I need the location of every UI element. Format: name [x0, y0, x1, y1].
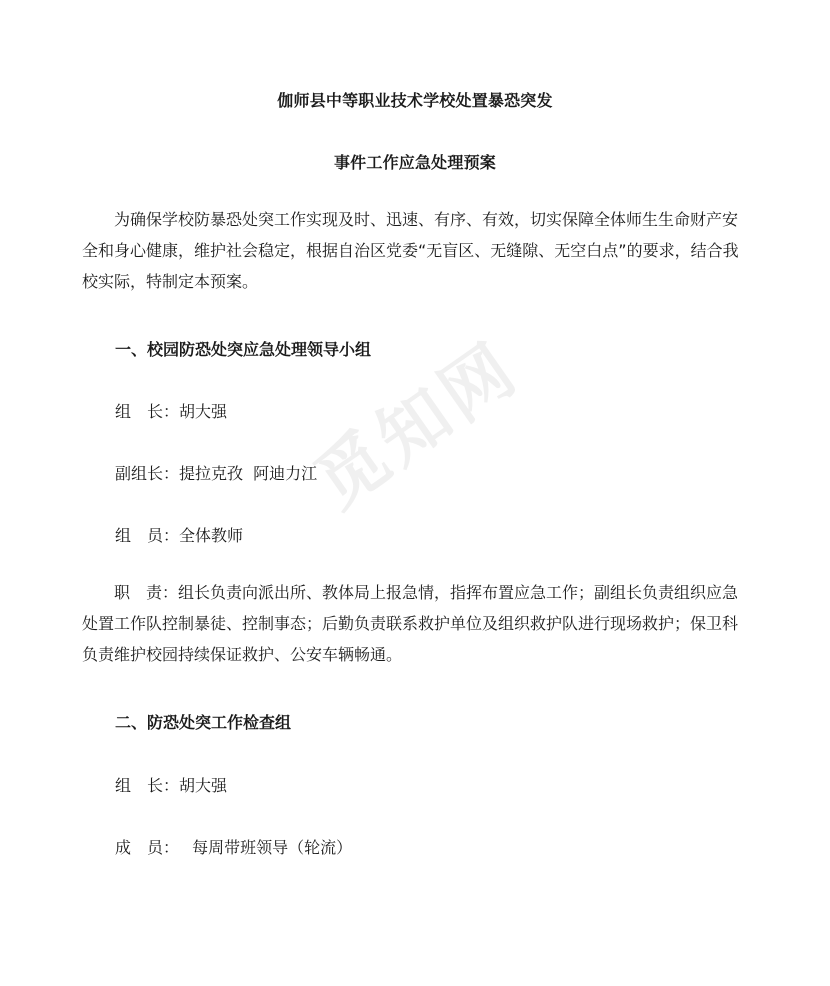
watermark: 觅知网: [300, 326, 535, 524]
section2-leader-label: 组 长：: [115, 776, 180, 795]
section1-heading: 一、校园防恐处突应急处理领导小组: [115, 340, 372, 359]
section1-members-label: 组 员：: [115, 526, 180, 545]
section2-members-line: [115, 835, 352, 858]
section1-duties-text: 组长负责向派出所、教体局上报急情，指挥布置应急工作；副组长负责组织应急处置工作队控制暴徒、控制事态；后勤负责联系救护单位及组织救护队进行现场救护；保卫科负责维护校园持续保证救护、公安车辆畅通。: [82, 583, 739, 664]
intro-paragraph: [82, 204, 750, 297]
section1-duties-label: 职 责：: [114, 583, 179, 602]
section1-leader-line: [115, 399, 227, 422]
section1-members-value: 全体教师: [179, 526, 244, 545]
section1-leader-value: 胡大强: [179, 402, 228, 421]
intro-text: 为确保学校防暴恐处突工作实现及时、迅速、有序、有效，切实保障全体师生生命财产安全和身心健康，维护社会稳定，根据自治区党委“无盲区、无缝隙、无空白点”的要求，结合我校实际，特制定本预案。: [82, 210, 739, 291]
document-title-line1: 伽师县中等职业技术学校处置暴恐突发: [277, 91, 553, 110]
document-title-line2: 事件工作应急处理预案: [333, 153, 496, 172]
section2-leader-value: 胡大强: [179, 776, 228, 795]
section1-leader-label: 组 长：: [115, 402, 180, 421]
section2-leader-line: [115, 773, 227, 796]
section1-deputy-label: 副组长：: [115, 464, 180, 483]
section1-deputy-line: [115, 461, 317, 484]
section2-heading: 二、防恐处突工作检查组: [115, 713, 292, 732]
section1-members-line: [115, 523, 243, 546]
section2-members-label: 成 员：: [115, 838, 180, 857]
section2-members-value: 每周带班领导（轮流）: [187, 838, 353, 857]
section1-deputy-value: 提拉克孜 阿迪力江: [179, 464, 318, 483]
section1-duties-paragraph: [82, 577, 750, 670]
